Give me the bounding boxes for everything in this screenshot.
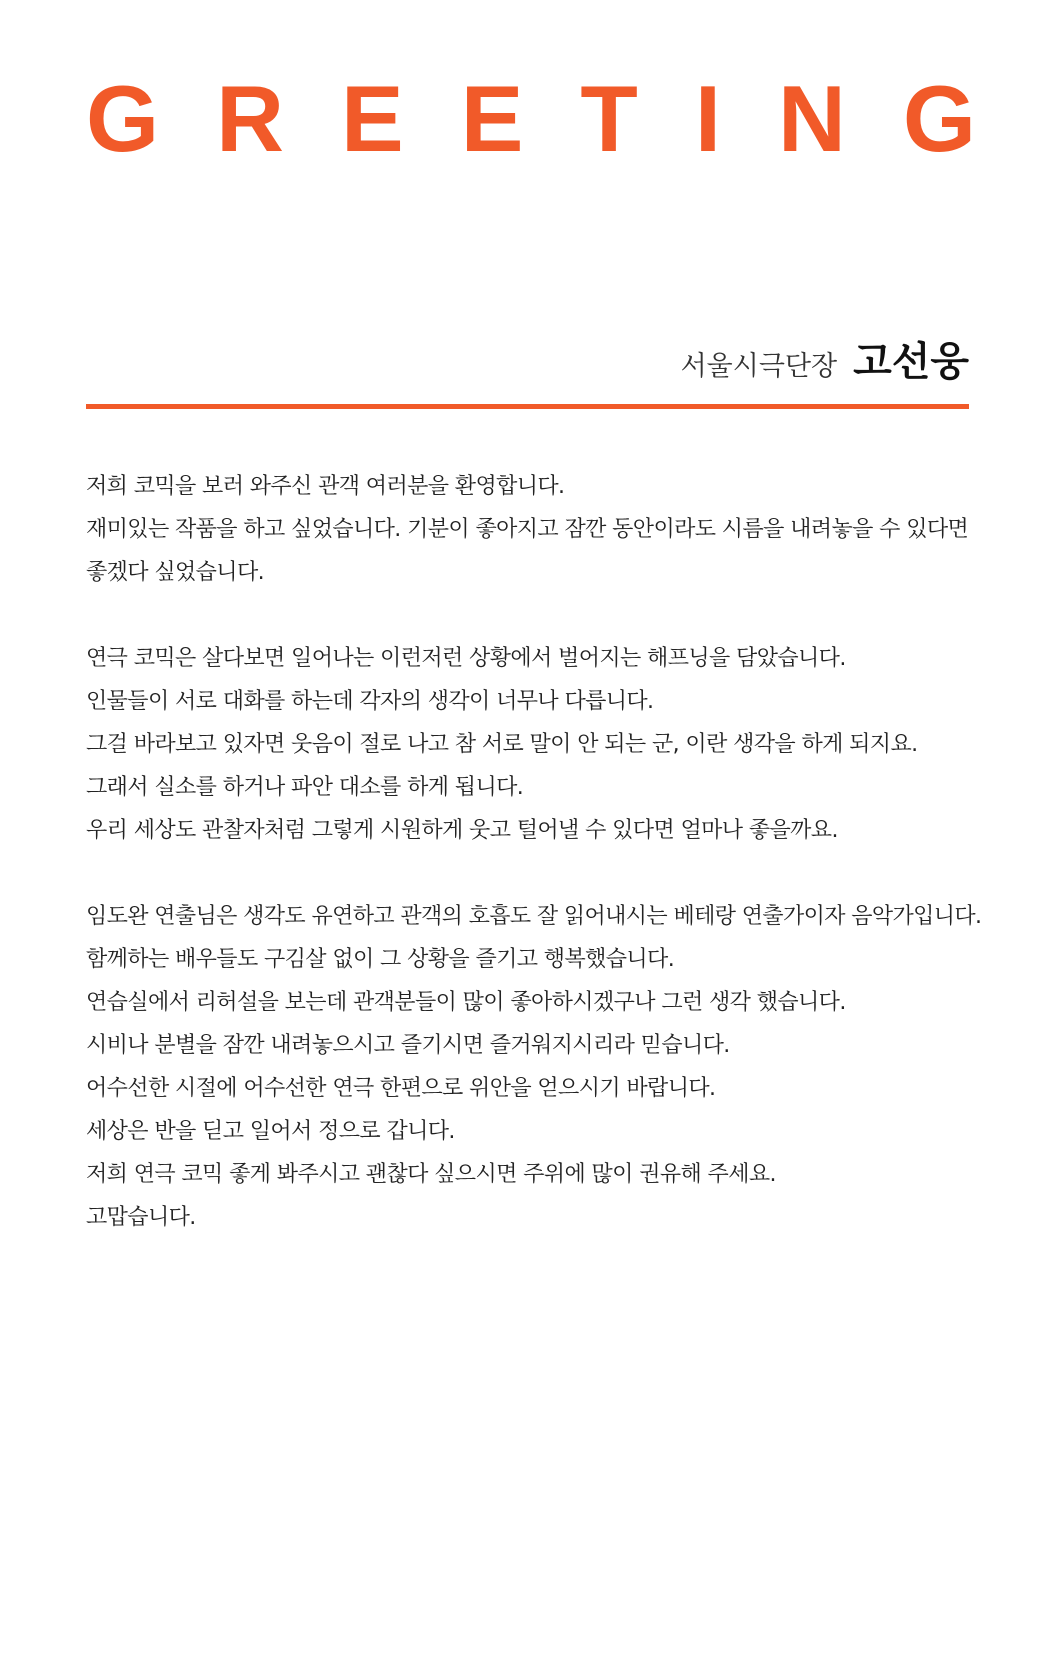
- text-line: 연습실에서 리허설을 보는데 관객분들이 많이 좋아하시겠구나 그런 생각 했습니다.: [86, 990, 846, 1015]
- text-line: 어수선한 시절에 어수선한 연극 한편으로 위안을 얻으시기 바랍니다.: [86, 1076, 716, 1101]
- text-line: 그래서 실소를 하거나 파안 대소를 하게 됩니다.: [86, 775, 524, 800]
- text-line: 연극 코믹은 살다보면 일어나는 이런저런 상황에서 벌어지는 해프닝을 담았습니다.: [86, 646, 846, 671]
- text-line: 고맙습니다.: [86, 1205, 196, 1230]
- greeting-title: [86, 66, 976, 171]
- title-letter: I: [694, 66, 721, 171]
- text-line: 시비나 분별을 잠깐 내려놓으시고 즐기시면 즐거워지시리라 믿습니다.: [86, 1033, 730, 1058]
- title-letter: T: [580, 66, 638, 171]
- paragraph: [86, 465, 981, 594]
- paragraph: [86, 895, 981, 1239]
- text-line: 세상은 반을 딛고 일어서 정으로 갑니다.: [86, 1119, 455, 1144]
- title-letter: G: [902, 66, 976, 171]
- title-letter: G: [86, 66, 160, 171]
- text-line: 좋겠다 싶었습니다.: [86, 560, 265, 585]
- greeting-body: [86, 465, 981, 1282]
- title-letter: R: [216, 66, 285, 171]
- text-line: 재미있는 작품을 하고 싶었습니다. 기분이 좋아지고 잠깐 동안이라도 시름을 내려놓을 수 있다면: [86, 517, 969, 542]
- text-line: 저희 연극 코믹 좋게 봐주시고 괜찮다 싶으시면 주위에 많이 권유해 주세요.: [86, 1162, 776, 1187]
- text-line: 저희 코믹을 보러 와주신 관객 여러분을 환영합니다.: [86, 474, 565, 499]
- text-line: 함께하는 배우들도 구김살 없이 그 상황을 즐기고 행복했습니다.: [86, 947, 675, 972]
- title-letter: N: [777, 66, 846, 171]
- paragraph: [86, 637, 981, 852]
- text-line: 우리 세상도 관찰자처럼 그렇게 시원하게 웃고 털어낼 수 있다면 얼마나 좋을까요.: [86, 818, 838, 843]
- signature-name: 고선웅: [853, 339, 969, 385]
- text-line: 임도완 연출님은 생각도 유연하고 관객의 호흡도 잘 읽어내시는 베테랑 연출가이자 음악가입니다.: [86, 904, 982, 929]
- title-letter: E: [460, 66, 524, 171]
- divider: [86, 404, 969, 409]
- text-line: 인물들이 서로 대화를 하는데 각자의 생각이 너무나 다릅니다.: [86, 689, 654, 714]
- signature: [681, 330, 969, 387]
- signature-organization: 서울시극단장: [680, 351, 838, 382]
- text-line: 그걸 바라보고 있자면 웃음이 절로 나고 참 서로 말이 안 되는 군, 이란 생각을 하게 되지요.: [86, 732, 918, 757]
- title-letter: E: [341, 66, 404, 171]
